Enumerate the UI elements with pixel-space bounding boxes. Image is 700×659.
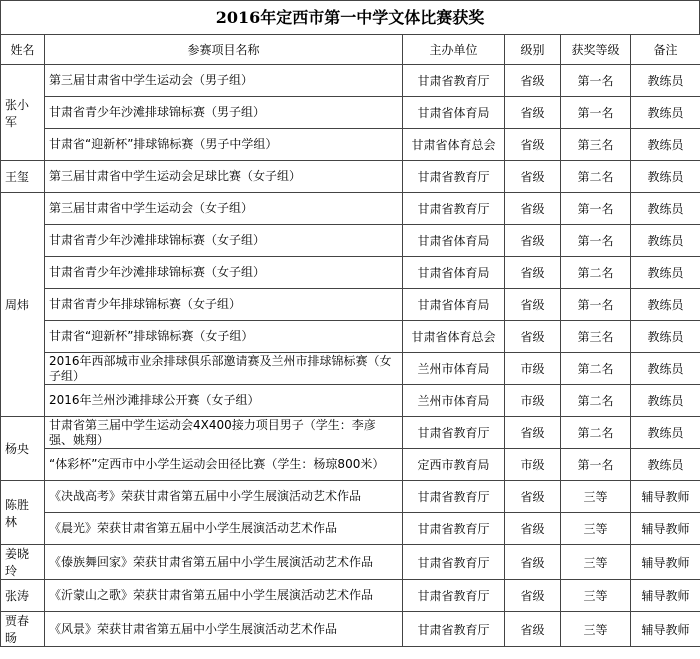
table-row	[1, 417, 700, 449]
cell-rank: 第二名	[561, 417, 631, 449]
cell-org: 定西市教育局	[403, 449, 505, 481]
header-event: 参赛项目名称	[45, 35, 403, 65]
cell-level: 省级	[505, 612, 561, 647]
header-org: 主办单位	[403, 35, 505, 65]
table-row	[1, 481, 700, 513]
cell-rank: 第二名	[561, 385, 631, 417]
cell-rank: 第一名	[561, 193, 631, 225]
cell-note: 教练员	[631, 193, 700, 225]
cell-note: 教练员	[631, 449, 700, 481]
cell-level: 省级	[505, 225, 561, 257]
cell-note: 教练员	[631, 225, 700, 257]
header-rank: 获奖等级	[561, 35, 631, 65]
cell-person-name: 陈胜林	[1, 481, 45, 545]
cell-org: 甘肃省教育厅	[403, 612, 505, 647]
cell-rank: 第一名	[561, 289, 631, 321]
cell-note: 教练员	[631, 257, 700, 289]
cell-rank: 第二名	[561, 353, 631, 385]
cell-org: 甘肃省教育厅	[403, 193, 505, 225]
cell-level: 市级	[505, 385, 561, 417]
cell-level: 省级	[505, 321, 561, 353]
cell-org: 甘肃省教育厅	[403, 545, 505, 580]
cell-event: 甘肃省青少年排球锦标赛（女子组）	[45, 289, 403, 321]
cell-note: 辅导教师	[631, 513, 700, 545]
cell-person-name: 王玺	[1, 161, 45, 193]
cell-note: 教练员	[631, 385, 700, 417]
cell-org: 甘肃省教育厅	[403, 417, 505, 449]
cell-person-name: 姜晓玲	[1, 545, 45, 580]
cell-note: 教练员	[631, 129, 700, 161]
cell-org: 甘肃省体育总会	[403, 321, 505, 353]
cell-note: 教练员	[631, 321, 700, 353]
page-title: 2016年定西市第一中学文体比赛获奖	[0, 0, 700, 34]
cell-event: 《沂蒙山之歌》荣获甘肃省第五届中小学生展演活动艺术作品	[45, 580, 403, 612]
cell-event: 甘肃省“迎新杯”排球锦标赛（男子中学组）	[45, 129, 403, 161]
cell-person-name: 张涛	[1, 580, 45, 612]
table-row	[1, 545, 700, 580]
cell-event: 第三届甘肃省中学生运动会足球比赛（女子组）	[45, 161, 403, 193]
table-row	[1, 513, 700, 545]
cell-event: 《决战高考》荣获甘肃省第五届中小学生展演活动艺术作品	[45, 481, 403, 513]
cell-person-name: 贾春旸	[1, 612, 45, 647]
cell-note: 教练员	[631, 417, 700, 449]
header-level: 级别	[505, 35, 561, 65]
table-body	[1, 65, 700, 647]
table-row	[1, 612, 700, 647]
cell-rank: 第一名	[561, 225, 631, 257]
table-row	[1, 289, 700, 321]
cell-note: 辅导教师	[631, 545, 700, 580]
cell-event: 甘肃省青少年沙滩排球锦标赛（男子组）	[45, 97, 403, 129]
table-row	[1, 161, 700, 193]
cell-event: 甘肃省青少年沙滩排球锦标赛（女子组）	[45, 257, 403, 289]
cell-rank: 三等	[561, 545, 631, 580]
cell-note: 教练员	[631, 353, 700, 385]
header-name: 姓名	[1, 35, 45, 65]
cell-rank: 第一名	[561, 449, 631, 481]
cell-org: 甘肃省教育厅	[403, 580, 505, 612]
table-row	[1, 97, 700, 129]
cell-level: 省级	[505, 257, 561, 289]
cell-level: 市级	[505, 449, 561, 481]
cell-event: 《傣族舞回家》荣获甘肃省第五届中小学生展演活动艺术作品	[45, 545, 403, 580]
cell-level: 市级	[505, 353, 561, 385]
cell-rank: 第一名	[561, 65, 631, 97]
table-row	[1, 580, 700, 612]
cell-note: 辅导教师	[631, 612, 700, 647]
cell-rank: 第三名	[561, 321, 631, 353]
cell-rank: 第二名	[561, 161, 631, 193]
table-row	[1, 449, 700, 481]
cell-rank: 三等	[561, 513, 631, 545]
cell-event: “体彩杯”定西市中小学生运动会田径比赛（学生：杨琼800米）	[45, 449, 403, 481]
awards-table	[0, 34, 700, 647]
cell-level: 省级	[505, 545, 561, 580]
cell-event: 甘肃省第三届中学生运动会4X400接力项目男子（学生：李彦强、姚翔）	[45, 417, 403, 449]
cell-org: 甘肃省教育厅	[403, 481, 505, 513]
table-row	[1, 129, 700, 161]
cell-event: 第三届甘肃省中学生运动会（男子组）	[45, 65, 403, 97]
header-note: 备注	[631, 35, 700, 65]
table-row	[1, 385, 700, 417]
cell-level: 省级	[505, 97, 561, 129]
cell-rank: 第三名	[561, 129, 631, 161]
cell-level: 省级	[505, 193, 561, 225]
cell-org: 甘肃省体育局	[403, 289, 505, 321]
header-row	[1, 35, 700, 65]
table-row	[1, 193, 700, 225]
cell-event: 甘肃省青少年沙滩排球锦标赛（女子组）	[45, 225, 403, 257]
cell-level: 省级	[505, 289, 561, 321]
cell-org: 甘肃省教育厅	[403, 65, 505, 97]
cell-event: 甘肃省“迎新杯”排球锦标赛（女子组）	[45, 321, 403, 353]
cell-note: 教练员	[631, 65, 700, 97]
cell-org: 甘肃省体育局	[403, 225, 505, 257]
cell-rank: 第一名	[561, 97, 631, 129]
cell-rank: 三等	[561, 580, 631, 612]
cell-org: 甘肃省体育局	[403, 97, 505, 129]
cell-level: 省级	[505, 580, 561, 612]
cell-level: 省级	[505, 65, 561, 97]
table-row	[1, 353, 700, 385]
cell-level: 省级	[505, 481, 561, 513]
cell-level: 省级	[505, 417, 561, 449]
cell-event: 2016年兰州沙滩排球公开赛（女子组）	[45, 385, 403, 417]
cell-rank: 三等	[561, 481, 631, 513]
cell-org: 兰州市体育局	[403, 353, 505, 385]
cell-org: 甘肃省体育总会	[403, 129, 505, 161]
cell-person-name: 张小军	[1, 65, 45, 161]
cell-event: 2016年西部城市业余排球俱乐部邀请赛及兰州市排球锦标赛（女子组）	[45, 353, 403, 385]
cell-event: 《晨光》荣获甘肃省第五届中小学生展演活动艺术作品	[45, 513, 403, 545]
table-row	[1, 65, 700, 97]
cell-person-name: 杨央	[1, 417, 45, 481]
cell-event: 第三届甘肃省中学生运动会（女子组）	[45, 193, 403, 225]
cell-rank: 第二名	[561, 257, 631, 289]
table-row	[1, 225, 700, 257]
cell-level: 省级	[505, 129, 561, 161]
cell-rank: 三等	[561, 612, 631, 647]
cell-note: 辅导教师	[631, 481, 700, 513]
cell-level: 省级	[505, 513, 561, 545]
cell-org: 兰州市体育局	[403, 385, 505, 417]
table-row	[1, 257, 700, 289]
cell-note: 教练员	[631, 97, 700, 129]
cell-note: 辅导教师	[631, 580, 700, 612]
cell-event: 《风景》荣获甘肃省第五届中小学生展演活动艺术作品	[45, 612, 403, 647]
cell-level: 省级	[505, 161, 561, 193]
cell-org: 甘肃省教育厅	[403, 161, 505, 193]
cell-org: 甘肃省体育局	[403, 257, 505, 289]
cell-note: 教练员	[631, 289, 700, 321]
table-row	[1, 321, 700, 353]
cell-note: 教练员	[631, 161, 700, 193]
cell-person-name: 周炜	[1, 193, 45, 417]
cell-org: 甘肃省教育厅	[403, 513, 505, 545]
